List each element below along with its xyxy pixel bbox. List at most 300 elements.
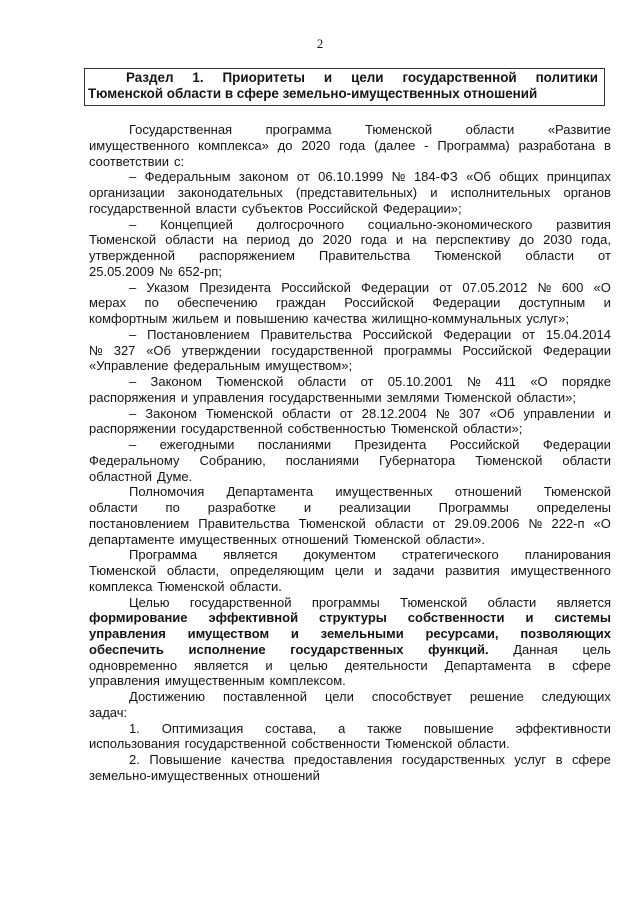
text-word: Федерации»; [382, 200, 462, 216]
text-word: качества [313, 311, 367, 326]
text-word: Президента [199, 279, 272, 295]
text-word: использования [89, 736, 180, 752]
text-word: № [528, 515, 543, 531]
text-word: области. [457, 736, 510, 752]
text-word: исполнительных [450, 185, 551, 200]
text-word: области. [229, 578, 282, 594]
text-line [89, 721, 611, 737]
text-word: Целью [129, 594, 170, 610]
text-line [89, 169, 611, 185]
text-word: № [89, 342, 103, 358]
text-word: Российской [462, 342, 533, 358]
text-word: долгосрочного [256, 216, 345, 232]
text-line [89, 217, 611, 233]
text-line [89, 642, 611, 658]
text-word: Тюменской [475, 452, 543, 468]
text-line [89, 327, 611, 343]
text-line [89, 689, 611, 705]
text-word: 1. [129, 720, 140, 736]
text-word: 28.12.2004 [361, 405, 427, 421]
text-line [89, 736, 611, 752]
text-word: предоставления [293, 752, 393, 767]
text-word: Программа [129, 547, 198, 563]
text-word: управления [193, 389, 264, 405]
text-word: порядке [561, 374, 611, 389]
text-word: Концепцией [160, 216, 233, 232]
text-word: области [525, 248, 575, 263]
text-line [89, 421, 611, 437]
text-line [89, 185, 611, 201]
text-word: 2020 [322, 232, 352, 248]
text-word: и [603, 295, 611, 311]
text-word: общих [499, 169, 539, 185]
text-word: № [159, 263, 174, 279]
text-word: федеральным [173, 358, 261, 374]
text-word: от [432, 515, 446, 531]
text-word: является [556, 594, 611, 610]
text-word: Российской [449, 437, 520, 452]
text-word: комплекса [89, 578, 153, 594]
text-word: «О [530, 374, 548, 389]
text-word: является [223, 547, 278, 563]
text-word: качества [231, 752, 285, 767]
text-word: области [374, 515, 424, 531]
text-word: Российской [308, 200, 378, 216]
text-word: Правительства [260, 326, 352, 342]
text-word: области [487, 594, 537, 610]
text-word: и [525, 610, 534, 626]
text-word: от [296, 169, 310, 185]
text-word: 2. [129, 752, 140, 767]
text-word: (представительных) [295, 185, 418, 200]
text-word: 2020 [301, 137, 331, 153]
text-word: управления [89, 626, 166, 641]
text-word: развития [556, 216, 611, 232]
text-word: области». [425, 531, 486, 547]
text-word: по [165, 500, 180, 515]
text-word: имуществом [187, 626, 270, 641]
text-word: № [467, 374, 482, 389]
text-word: и [223, 311, 232, 326]
text-line [89, 138, 611, 154]
text-word: системы [554, 610, 611, 626]
text-line [89, 469, 611, 485]
text-word: Постановлением [147, 326, 250, 342]
text-word: № [435, 405, 450, 421]
text-word: решение [469, 689, 524, 704]
text-word: в [604, 137, 611, 153]
text-word: цели [324, 689, 354, 704]
text-word: Тюменской [444, 389, 512, 405]
document-body [89, 122, 611, 784]
text-word: программы [311, 594, 380, 610]
text-word: эффективности [515, 720, 611, 736]
text-word: 29.09.2006 [454, 515, 520, 531]
text-word: государственной [184, 736, 287, 752]
text-word: государственной [89, 200, 191, 216]
text-word: № [537, 279, 552, 295]
text-word: состава, [265, 720, 317, 736]
text-word: законом [238, 169, 289, 185]
text-word: Указом [146, 279, 190, 295]
text-word: от [598, 248, 611, 263]
page-number: 2 [316, 36, 324, 51]
text-word: документом [303, 547, 376, 563]
text-word: области [297, 374, 347, 389]
text-word: и [265, 657, 273, 673]
text-word: Полномочия [129, 484, 205, 500]
text-word: обеспечению [177, 295, 258, 311]
text-word: реализации [339, 500, 411, 515]
text-word: ресурсами, [425, 626, 499, 641]
text-word: 307 [458, 405, 481, 421]
text-word: «Об [146, 342, 171, 358]
text-word: целью [289, 657, 328, 673]
text-word: 411 [495, 374, 517, 389]
text-line [89, 484, 611, 500]
text-word: отношений [281, 531, 349, 547]
text-word: «Об [489, 405, 515, 421]
text-word: Данная [513, 641, 558, 657]
text-line [89, 705, 611, 721]
text-word: Правительства [318, 248, 411, 263]
text-line [89, 532, 611, 548]
text-word: эффективной [208, 610, 299, 626]
text-word: повышение [423, 720, 494, 736]
text-word: управлении [523, 405, 595, 421]
text-word: также [367, 720, 402, 736]
text-word: отношений [454, 484, 522, 500]
text-word: от [360, 374, 374, 389]
text-word: посланиями [257, 437, 332, 452]
text-word: цель [582, 641, 611, 657]
text-word: Программа) [437, 137, 510, 153]
text-word: утверждении [181, 342, 261, 358]
text-word: позволяющих [520, 626, 611, 641]
text-word: от [339, 405, 353, 421]
text-word: комфортным [89, 311, 168, 326]
text-word: государственными [268, 389, 382, 405]
text-word: цели [334, 563, 364, 578]
text-word: и [290, 626, 299, 641]
text-word: социально-экономического [367, 216, 533, 232]
text-word: 25.05.2009 [89, 263, 155, 279]
text-word: собственности [407, 610, 505, 626]
text-word: обеспечить [89, 641, 164, 657]
text-word: мерах [89, 295, 127, 311]
text-word: 600 [561, 279, 584, 295]
text-word: года, [581, 232, 611, 248]
text-line [89, 248, 611, 264]
text-word: области [282, 405, 331, 421]
text-line [89, 547, 611, 563]
text-word: и [303, 500, 312, 515]
text-word: законодательных [177, 185, 283, 200]
text-word: является [194, 657, 249, 673]
text-word: утвержденной [89, 248, 176, 263]
text-word: Федерации [432, 295, 501, 311]
section-heading [88, 70, 598, 102]
text-word: Тюменской [89, 563, 157, 578]
text-word: государственной [271, 342, 374, 358]
text-line [89, 343, 611, 359]
text-line [89, 437, 611, 453]
text-word: землями [386, 389, 440, 405]
text-word: собственности [291, 736, 381, 752]
text-word: повышению [236, 311, 309, 326]
text-word: до [519, 232, 535, 248]
text-word: земельно-имущественных [89, 767, 249, 783]
text-word: принципах [546, 169, 611, 185]
text-word: – [129, 326, 137, 342]
text-word: 327 [113, 342, 136, 358]
text-word: на [412, 232, 427, 248]
text-word: – [129, 437, 137, 452]
text-word: разработана [518, 137, 596, 153]
text-word: следующих [541, 689, 611, 704]
text-word: Российской [281, 279, 351, 295]
text-line [89, 122, 611, 138]
text-word: Законом [145, 405, 197, 421]
text-word: имущественного [510, 563, 611, 578]
text-word: программы [383, 342, 452, 358]
text-word: Губернатора [379, 452, 456, 468]
text-word: Федеральным [144, 169, 231, 185]
text-word: посланиями [285, 452, 360, 468]
text-line [89, 232, 611, 248]
text-word: и [180, 389, 189, 405]
text-word: области [562, 452, 611, 468]
text-line [89, 768, 611, 784]
text-word: Тюменской [385, 736, 453, 752]
text-word: Тюменской [157, 578, 225, 594]
text-word: департаменте [89, 531, 175, 547]
text-word: жильем [172, 311, 219, 326]
text-word: области [89, 500, 138, 515]
text-word: – [129, 374, 137, 389]
text-line [89, 390, 611, 406]
text-word: отношений [253, 767, 320, 783]
text-word: земельными [320, 626, 404, 641]
text-word: субъектов [241, 200, 304, 216]
text-word: области, [166, 563, 220, 578]
text-word: – [129, 169, 137, 185]
text-word: «О [593, 279, 611, 295]
text-word: Российской [344, 295, 414, 311]
text-word: государственной [180, 421, 283, 437]
section-heading-word: цели [351, 70, 384, 85]
section-heading-word: политики [535, 70, 598, 85]
section-heading-word: Приоритеты [222, 70, 305, 85]
text-word: власти [195, 200, 237, 216]
text-word: доступным [518, 295, 586, 311]
text-word: до [298, 232, 314, 248]
text-line [89, 280, 611, 296]
text-word: определены [536, 500, 611, 515]
text-word: задач: [89, 704, 128, 720]
text-word: услуг»; [526, 311, 569, 326]
text-word: развития [445, 563, 500, 578]
text-word: Законом [150, 374, 202, 389]
text-word: Собранию, [199, 452, 266, 468]
text-word: перспективу [435, 232, 511, 248]
text-word: Оптимизация [161, 720, 244, 736]
text-word: от [439, 279, 453, 295]
text-word: в [548, 657, 556, 673]
text-word: 06.10.1999 [318, 169, 384, 185]
text-word: «Управление [89, 358, 169, 374]
text-word: Тюменской [353, 531, 421, 547]
text-word: Достижению [129, 689, 206, 704]
text-word: а [338, 720, 346, 736]
text-line [89, 752, 611, 768]
text-word: в [555, 752, 563, 767]
text-word: по [144, 295, 159, 311]
text-word: области»; [516, 389, 577, 405]
text-word: до [277, 137, 293, 153]
text-word: Программы [438, 500, 509, 515]
text-word: Тюменской [89, 232, 157, 248]
text-word: Федерации [542, 437, 611, 452]
text-word: Департамента [226, 484, 314, 500]
text-word: Правительства [198, 515, 290, 531]
text-word: – [129, 216, 137, 232]
text-line [89, 500, 611, 516]
text-line [89, 516, 611, 532]
text-word: 222-п [551, 515, 585, 531]
text-word: стратегического [401, 547, 499, 563]
text-line [89, 658, 611, 674]
text-line [89, 610, 611, 626]
text-word: поставленной [222, 689, 308, 704]
text-word: с: [174, 153, 185, 169]
text-word: услуг [514, 752, 547, 767]
text-word: Тюменской [400, 594, 468, 610]
text-word: Федеральному [89, 452, 180, 468]
text-word: и [395, 232, 404, 248]
text-word: Президента [354, 437, 427, 452]
text-word: Повышение [149, 752, 222, 767]
text-word: Федерации [443, 326, 512, 342]
text-word: деятельности [344, 657, 428, 673]
text-word: – [129, 405, 137, 421]
text-word: от [522, 326, 536, 342]
section-heading-word: Раздел [126, 70, 174, 85]
text-word: - [424, 137, 429, 153]
text-word: ежегодными [159, 437, 235, 452]
text-word: жилищно-коммунальных [371, 311, 522, 326]
text-word: определяющим [229, 563, 325, 578]
text-line [89, 358, 611, 374]
text-line [89, 579, 611, 595]
text-word: 07.05.2012 [462, 279, 528, 295]
text-word: области [465, 122, 515, 137]
text-word: планирования [524, 547, 611, 563]
text-word: области [165, 232, 214, 248]
section-heading-line-1 [88, 70, 598, 86]
text-word: организации [89, 185, 165, 200]
text-word: 184-ФЗ [413, 169, 458, 185]
text-word: Государственная [129, 122, 233, 137]
text-word: сфере [572, 657, 611, 673]
text-line [89, 453, 611, 469]
text-word: № [391, 169, 406, 185]
text-word: управления [89, 673, 160, 689]
text-line [89, 295, 611, 311]
text-word: соответствии [89, 153, 170, 169]
text-word: «Об [466, 169, 491, 185]
text-word: государственной [189, 594, 292, 610]
text-word: года [339, 137, 366, 153]
text-word: государственных [401, 752, 505, 767]
text-word: задачи [392, 563, 435, 578]
text-word: распоряжением [199, 248, 295, 263]
text-word: области»; [462, 421, 523, 437]
text-word: способствует [371, 689, 452, 704]
text-word: формирование [89, 610, 188, 626]
text-line [89, 673, 611, 689]
text-word: Тюменской [543, 484, 611, 500]
text-word: сфере [572, 752, 611, 767]
section-heading-line-2: Тюменской области в сфере земельно-имущественных отношений [88, 86, 538, 101]
section-heading-word: государственной [402, 70, 517, 85]
text-word: Тюменской [205, 405, 274, 421]
text-word: собственностью [287, 421, 386, 437]
text-word: имущественных [179, 531, 277, 547]
text-word: Федерации [542, 342, 611, 358]
text-word: государственных [290, 641, 404, 657]
text-word: Федерации [361, 279, 430, 295]
text-word: (далее [374, 137, 416, 153]
text-word: имущественных [335, 484, 433, 500]
text-line [89, 201, 611, 217]
text-word: на [222, 232, 238, 248]
text-word: Тюменской [298, 515, 366, 531]
text-word: «Развитие [547, 122, 611, 137]
text-word: 2030 [543, 232, 573, 248]
text-word: структуры [318, 610, 387, 626]
text-word: распоряжении [89, 421, 176, 437]
text-word: областной [89, 468, 153, 484]
text-word: и [374, 563, 382, 578]
text-line [89, 311, 611, 327]
text-word: органов [563, 185, 611, 200]
text-word: программа [265, 122, 332, 137]
text-word: имущественного [89, 137, 190, 153]
text-word: Тюменской [364, 122, 433, 137]
text-word: года [360, 232, 387, 248]
text-word: Думе. [157, 468, 193, 484]
text-word: Департамента [444, 657, 532, 673]
text-word: Тюменской [216, 374, 284, 389]
section-heading-word: и [323, 70, 333, 85]
text-word: Тюменской [390, 421, 458, 437]
text-word: 652-рп; [178, 263, 222, 279]
text-line [89, 595, 611, 611]
text-word: имуществом»; [265, 358, 353, 374]
text-word: и [430, 185, 438, 200]
text-word: постановлением [89, 515, 190, 531]
text-word: функций. [428, 641, 489, 657]
text-word: – [129, 279, 137, 295]
text-line [89, 626, 611, 642]
text-line [89, 563, 611, 579]
text-word: Тюменской [434, 248, 502, 263]
text-word: 15.04.2014 [545, 326, 611, 342]
text-word: граждан [275, 295, 326, 311]
text-word: период [246, 232, 290, 248]
text-line [89, 154, 611, 170]
